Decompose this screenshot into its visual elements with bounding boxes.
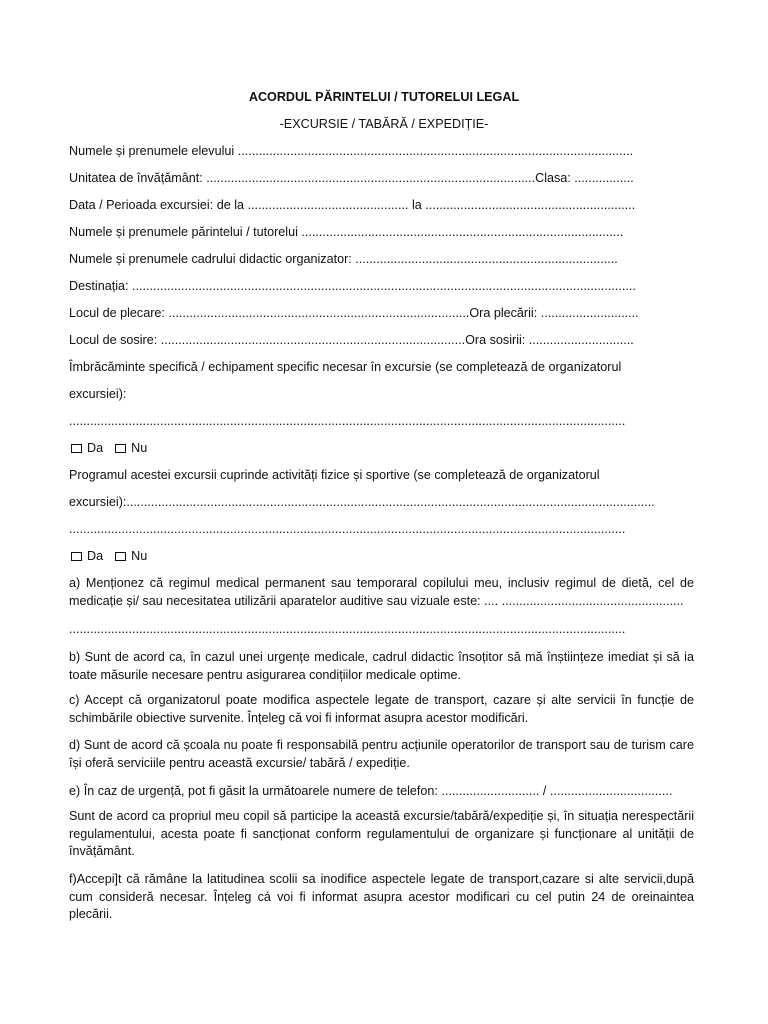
equipment-label-cont: excursiei): xyxy=(69,387,127,401)
form-subtitle: -EXCURSIE / TABĂRĂ / EXPEDIȚIE- xyxy=(279,117,489,131)
checkbox-nu-label: Nu xyxy=(131,549,148,563)
paragraph-d: d) Sunt de acord că școala nu poate fi responsabilă pentru acțiunile operatorilor de transport sau de turism care își oferă serviciile pentru această excursie/ tabără / expediție. xyxy=(69,738,694,770)
program-field-cont[interactable]: ............................................................................................................................................................... xyxy=(69,522,626,536)
student-name-field[interactable]: Numele și prenumele elevului ................................................................................................................. xyxy=(69,144,634,158)
checkbox-da-label: Da xyxy=(87,549,104,563)
equipment-field[interactable]: ............................................................................................................................................................... xyxy=(69,414,626,428)
paragraph-a: a) Menționez că regimul medical permanent sau temporaral copilului meu, inclusiv regimul de dietă, cel de medicație și/ sau necesitatea utilizării aparatelor auditive sau vizuale este: .... .................................................... xyxy=(69,576,694,608)
paragraph-e[interactable]: e) În caz de urgență, pot fi găsit la următoarele numere de telefon: ............................ / ................................... xyxy=(69,784,673,798)
agreement-paragraph: Sunt de acord ca propriul meu copil să participe la această excursie/tabără/expediție și, în situația nerespectării regulamentului, acesta poate fi sancționat conform regulamentului de organizare și funcționare al unității de învățământ. xyxy=(69,809,694,858)
medical-field[interactable]: ............................................................................................................................................................... xyxy=(69,622,626,636)
departure-field[interactable]: Locul de plecare: ......................................................................................Ora plecării: ............................ xyxy=(69,306,639,320)
checkbox-da[interactable] xyxy=(71,444,82,453)
program-checkbox-row xyxy=(69,548,147,564)
parent-name-field[interactable]: Numele și prenumele părintelui / tutorelui ............................................................................................ xyxy=(69,225,624,239)
checkbox-nu[interactable] xyxy=(115,552,126,561)
equipment-label: Îmbrăcăminte specifică / echipament specific necesar în excursie (se completează de organizatorul xyxy=(69,360,622,374)
paragraph-f: f)Accepi]t că rămâne la latitudinea scolii sa inodifice aspectele legate de transport,cazare si alte servicii,după cum consideră necesar. Înțeleg cá voi fi informat asupra acestor modificari cu cel putin 24 de oreinaintea plecării. xyxy=(69,872,694,921)
checkbox-nu[interactable] xyxy=(115,444,126,453)
teacher-name-field[interactable]: Numele și prenumele cadrului didactic organizator: ........................................................................... xyxy=(69,252,618,266)
school-class-field[interactable]: Unitatea de învățământ: ..............................................................................................Clasa: ................. xyxy=(69,171,634,185)
equipment-checkbox-row xyxy=(69,440,147,456)
program-label: Programul acestei excursii cuprinde activități fizice și sportive (se completează de organizatorul xyxy=(69,468,600,482)
checkbox-da[interactable] xyxy=(71,552,82,561)
paragraph-c: c) Accept că organizatorul poate modifica aspectele legate de transport, cazare și alte servicii în funcție de schimbările obiective survenite. Înțeleg că voi fi informat asupra acestor modificări. xyxy=(69,693,694,725)
checkbox-da-label: Da xyxy=(87,441,104,455)
destination-field[interactable]: Destinația: ................................................................................................................................................ xyxy=(69,279,636,293)
arrival-field[interactable]: Locul de sosire: .......................................................................................Ora sosirii: .............................. xyxy=(69,333,634,347)
form-title: ACORDUL PĂRINTELUI / TUTORELUI LEGAL xyxy=(248,90,520,104)
checkbox-nu-label: Nu xyxy=(131,441,148,455)
paragraph-b: b) Sunt de acord ca, în cazul unei urgențe medicale, cadrul didactic însoțitor să mă înștiințeze imediat și să ia toate măsurile necesare pentru asigurarea condițiilor medicale optime. xyxy=(69,650,694,682)
trip-period-field[interactable]: Data / Perioada excursiei: de la .............................................. la ............................................................ xyxy=(69,198,636,212)
program-field[interactable]: excursiei):....................................................................................................................................................... xyxy=(69,495,655,509)
